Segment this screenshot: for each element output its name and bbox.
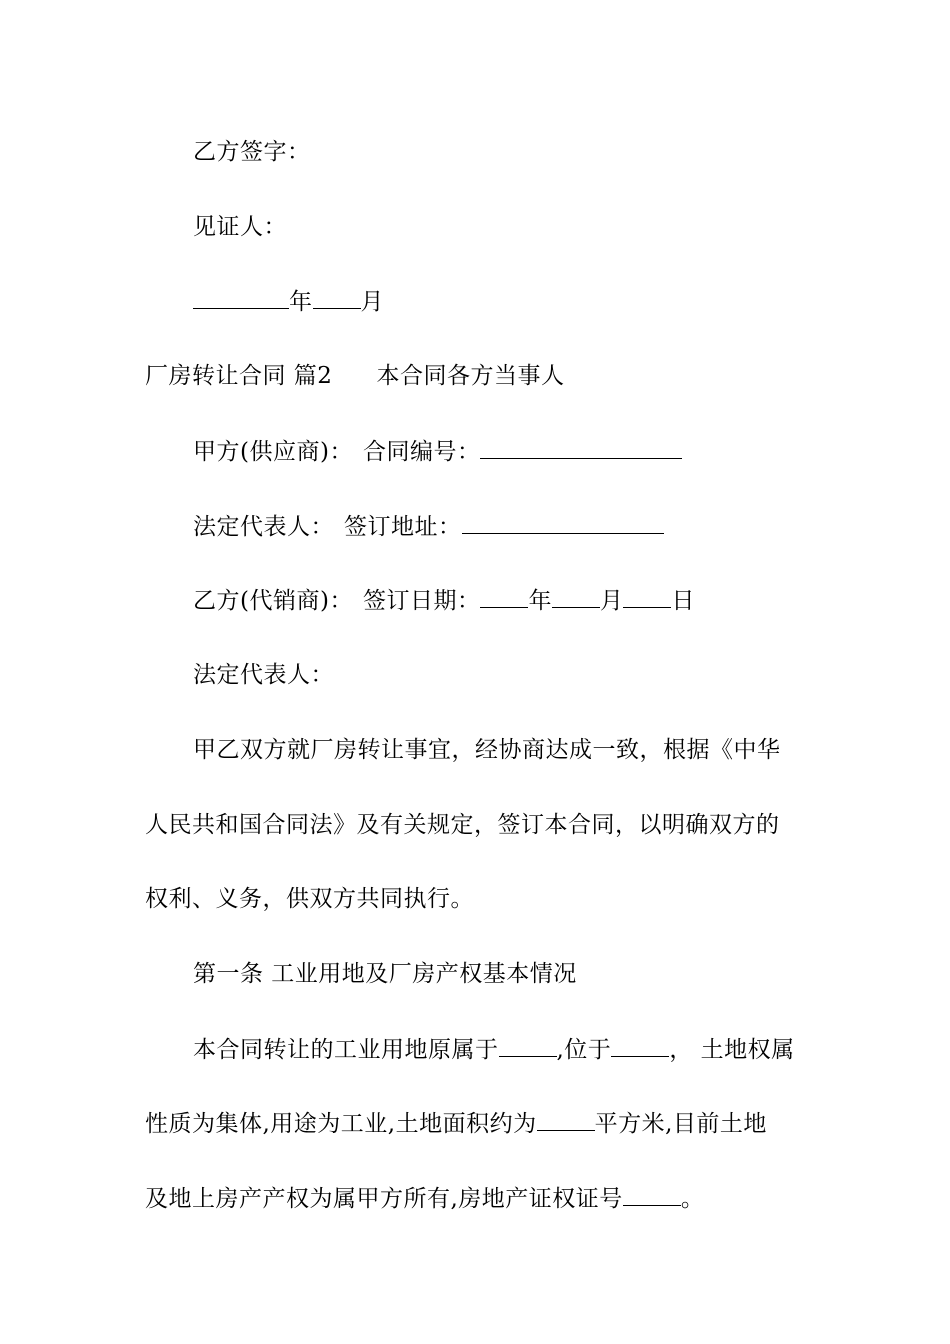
legal-rep-a-label: 法定代表人： <box>193 514 334 540</box>
signing-address-label: 签订地址： <box>344 514 462 540</box>
legal-rep-b-label: 法定代表人： <box>193 662 334 688</box>
party-b-signature-line <box>193 137 311 167</box>
paragraph-text: 人民共和国合同法》及有关规定，签订本合同，以明确双方的 <box>145 812 780 838</box>
signing-year-label: 年 <box>528 588 552 614</box>
paragraph-text: 。 <box>680 1186 705 1212</box>
land-area-blank[interactable] <box>537 1108 595 1131</box>
party-b-label: 乙方(代销商)： <box>193 588 353 614</box>
article-one-line-3 <box>145 1183 704 1214</box>
paragraph-text: 及地上房产产权为属甲方所有,房地产证权证号 <box>145 1186 623 1212</box>
article-one-line-2 <box>145 1108 767 1139</box>
original-owner-blank[interactable] <box>499 1034 557 1057</box>
party-b-signature-label: 乙方签字： <box>193 139 311 165</box>
contract-title: 厂房转让合同 篇2 <box>145 363 333 389</box>
signing-day-label: 日 <box>671 588 695 614</box>
contract-number-label: 合同编号： <box>362 439 481 465</box>
location-blank[interactable] <box>611 1034 669 1057</box>
certificate-number-blank[interactable] <box>623 1183 681 1206</box>
year-blank[interactable] <box>193 286 289 309</box>
paragraph-text: 权利、义务，供双方共同执行。 <box>145 886 474 912</box>
month-label: 月 <box>360 289 384 315</box>
paragraph-text: 甲乙双方就厂房转让事宜，经协商达成一致，根据《中华 <box>193 737 781 763</box>
paragraph-text: ,位于 <box>556 1037 612 1063</box>
paragraph-intro-line-1 <box>193 735 781 765</box>
witness-line <box>193 212 287 242</box>
article-heading-text: 第一条 工业用地及厂房产权基本情况 <box>193 961 577 987</box>
date-line <box>193 286 384 317</box>
paragraph-text: ， 土地权属 <box>669 1037 795 1063</box>
legal-rep-b-line <box>193 660 334 690</box>
article-one-heading <box>193 959 577 989</box>
signing-year-blank[interactable] <box>480 585 528 608</box>
paragraph-intro-line-2 <box>145 810 780 840</box>
article-one-line-1 <box>193 1034 795 1065</box>
signing-month-blank[interactable] <box>552 585 600 608</box>
party-a-line <box>193 436 682 467</box>
contract-number-blank[interactable] <box>480 436 682 459</box>
signing-address-blank[interactable] <box>462 511 664 534</box>
paragraph-text: 平方米,目前土地 <box>594 1111 767 1137</box>
paragraph-intro-line-3 <box>145 884 474 914</box>
signing-day-blank[interactable] <box>623 585 671 608</box>
signing-month-label: 月 <box>599 588 624 614</box>
signing-date-label: 签订日期： <box>362 588 481 614</box>
party-a-label: 甲方(供应商)： <box>193 439 353 465</box>
year-label: 年 <box>289 289 313 315</box>
legal-rep-a-line <box>193 511 664 542</box>
month-blank[interactable] <box>313 286 361 309</box>
paragraph-text: 性质为集体,用途为工业,土地面积约为 <box>145 1111 537 1137</box>
section-heading-line <box>145 361 564 391</box>
witness-label: 见证人： <box>193 214 287 240</box>
party-b-line <box>193 585 695 616</box>
parties-heading: 本合同各方当事人 <box>376 363 565 389</box>
paragraph-text: 本合同转让的工业用地原属于 <box>193 1037 499 1063</box>
